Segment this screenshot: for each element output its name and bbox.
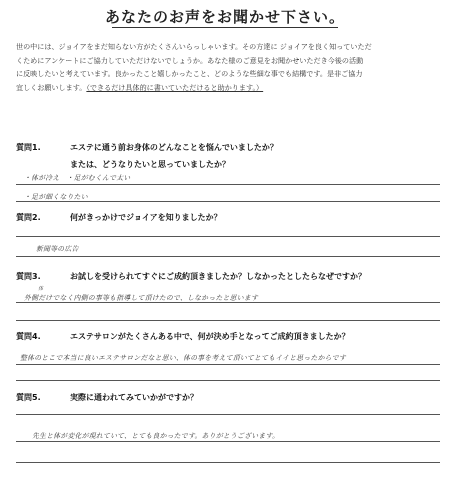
q4-label: 質問4. — [16, 332, 41, 341]
q2-answer-line-1 — [16, 236, 440, 237]
title-underline — [112, 27, 338, 28]
q4-answer-1: 整体のとこで本当に良いエステサロンだなと思い、体の事を考えて頂いてとてもイイと思ったからです — [20, 354, 346, 362]
intro-line-2: くためにアンケートにご協力していただけないでしょうか。あなた様のご意見をお聞かせいただき今後の活動 — [16, 55, 364, 65]
q2-answer-1: 新聞等の広告 — [36, 245, 79, 253]
intro-line-1: 世の中には、ジョイアをまだ知らない方がたくさんいらっしゃいます。その方達に ジョイアを良く知っていただ — [16, 42, 372, 51]
q1-answer-line-2 — [16, 201, 440, 202]
q3-answer-line-2 — [16, 320, 440, 321]
q2-answer-line-2 — [16, 256, 440, 257]
q3-text: お試しを受けられてすぐにご成約頂きましたか？しなかったとしたらなぜですか？ — [70, 272, 366, 281]
q3-label: 質問3. — [16, 272, 41, 281]
q5-answer-1: 先生と体が変化が現れていて、とても良かったです。ありがとうございます。 — [32, 432, 280, 440]
q5-label: 質問5. — [16, 393, 41, 402]
q5-text: 実際に通われてみていかがですか？ — [70, 393, 198, 402]
q3-answer-note: 体 — [38, 286, 44, 292]
q5-answer-line-3 — [16, 462, 440, 463]
q2-text: 何がきっかけでジョイアを知りましたか？ — [70, 213, 222, 222]
q3-answer-1: 外側だけでなく内側の事等も指導して頂けたので、しなかったと思います — [24, 294, 259, 302]
q2-label: 質問2. — [16, 213, 41, 222]
q4-answer-line-2 — [16, 380, 440, 381]
page-title: あなたのお声をお聞かせ下さい。 — [104, 8, 345, 26]
intro-line-4 — [16, 81, 438, 95]
q1-label: 質問1. — [16, 143, 41, 152]
intro-paragraph — [16, 40, 438, 94]
intro-line-4-emphasis: （できるだけ具体的に書いていただけると助かります。） — [86, 82, 264, 92]
q1-answer-line-1 — [16, 184, 440, 185]
q5-answer-line-1 — [16, 414, 440, 415]
q1-answer-1: ・体が冷え ・足がむくんで太い — [24, 174, 131, 182]
intro-line-4-prefix: 宜しくお願いします。 — [16, 82, 87, 92]
q1-text-2: または、どうなりたいと思っていましたか？ — [70, 160, 230, 169]
q3-answer-line-1 — [16, 302, 440, 303]
q1-answer-2: ・足が細くなりたい — [24, 193, 88, 201]
q1-text: エステに通う前お身体のどんなことを悩んでいましたか？ — [70, 143, 278, 152]
q4-answer-line-1 — [16, 364, 440, 365]
q5-answer-line-2 — [16, 441, 440, 442]
q4-text: エステサロンがたくさんある中で、何が決め手となってご成約頂きましたか？ — [70, 332, 350, 341]
intro-line-3: に反映したいと考えています。良かったこと嬉しかったこと、どのような些細な事でも結構です。是非ご協力 — [16, 69, 363, 78]
